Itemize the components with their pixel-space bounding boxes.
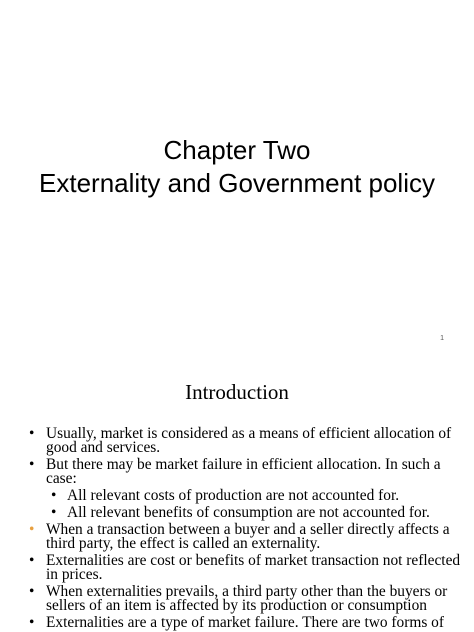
- bullet-icon: •: [29, 583, 35, 600]
- bullet-icon: •: [29, 456, 35, 473]
- bullet-item: [0, 554, 474, 582]
- bullet-icon: •: [29, 614, 35, 631]
- bullet-icon: •: [29, 521, 35, 538]
- slide-heading: Introduction: [185, 380, 289, 404]
- bullet-item: [0, 427, 474, 455]
- sub-bullet-item: [0, 489, 474, 503]
- bullet-text: When a transaction between a buyer and a seller directly affects a third party, the effect is called an externality.: [46, 521, 450, 552]
- slide-page-number: 1: [440, 335, 444, 342]
- bullet-item: [0, 585, 474, 613]
- bullet-text: All relevant benefits of consumption are not accounted for.: [67, 504, 430, 521]
- bullet-icon: •: [29, 552, 35, 569]
- introduction-slide: [0, 356, 474, 632]
- bullet-text: When externalities prevails, a third party other than the buyers or sellers of an item is affected by its production or consumption: [46, 583, 448, 614]
- bullet-item: [0, 616, 474, 630]
- bullet-icon: •: [51, 504, 57, 521]
- bullet-item: [0, 458, 474, 486]
- bullet-icon: •: [51, 487, 57, 504]
- bullet-text: Usually, market is considered as a means of efficient allocation of good and services.: [46, 425, 452, 456]
- bullet-text: All relevant costs of production are not accounted for.: [67, 487, 400, 504]
- bullet-text: Externalities are cost or benefits of market transaction not reflected in prices.: [46, 552, 461, 583]
- bullet-text: Externalities are a type of market failure. There are two forms of: [46, 614, 444, 631]
- bullet-icon: •: [29, 425, 35, 442]
- slide-title-line-1: Chapter Two: [163, 135, 311, 165]
- sub-bullet-item: [0, 506, 474, 520]
- bullet-list: [0, 427, 474, 632]
- bullet-text: But there may be market failure in efficient allocation. In such a case:: [46, 456, 441, 487]
- bullet-item: [0, 523, 474, 551]
- slide-title-line-2: Externality and Government policy: [39, 168, 435, 198]
